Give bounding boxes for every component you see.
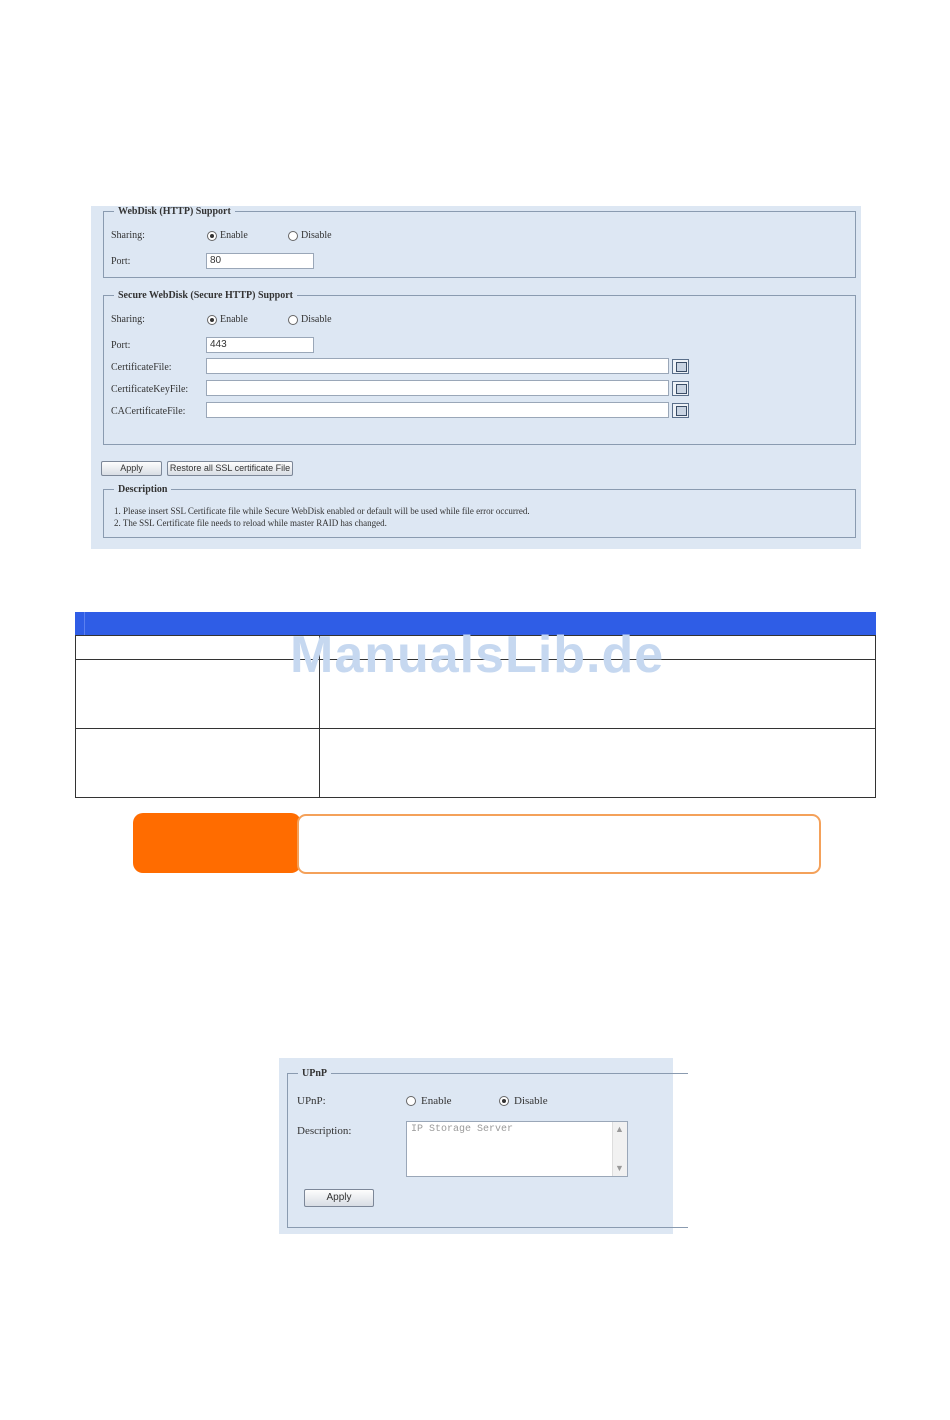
upnp-description-value: IP Storage Server (411, 1124, 514, 1135)
ca-certificate-file-label: CACertificateFile: (111, 406, 186, 417)
webdisk-description-legend: Description (118, 484, 168, 495)
webdisk-apply-button[interactable]: Apply (101, 461, 162, 476)
https-sharing-disable-radio[interactable] (288, 315, 298, 325)
http-sharing-disable-label: Disable (301, 230, 332, 241)
webdisk-http-legend: WebDisk (HTTP) Support (118, 206, 231, 217)
https-sharing-enable-radio[interactable] (207, 315, 217, 325)
certificate-file-input[interactable] (206, 358, 669, 374)
upnp-disable-radio[interactable] (499, 1096, 509, 1106)
certificate-file-label: CertificateFile: (111, 362, 172, 373)
watermark-text: ManualsLib.de (290, 626, 665, 684)
webdisk-settings-panel (91, 206, 861, 549)
upnp-description-label: Description: (297, 1125, 352, 1137)
description-line: 1. Please insert SSL Certificate file while Secure WebDisk enabled or default will be used while file error occurred. (114, 506, 530, 516)
note-label-tab (133, 813, 301, 873)
upnp-disable-label: Disable (514, 1095, 548, 1107)
https-sharing-enable-label: Enable (220, 314, 248, 325)
table-rule (75, 635, 76, 798)
upnp-description-textarea[interactable] (406, 1121, 628, 1177)
note-box (297, 814, 821, 874)
http-sharing-enable-label: Enable (220, 230, 248, 241)
certificate-key-file-label: CertificateKeyFile: (111, 384, 189, 395)
table-rule (75, 728, 876, 729)
upnp-enable-label: Enable (421, 1095, 452, 1107)
description-line: 2. The SSL Certificate file needs to reload while master RAID has changed. (114, 518, 387, 528)
scroll-up-icon[interactable]: ▲ (615, 1124, 624, 1134)
http-sharing-label: Sharing: (111, 230, 145, 241)
ca-certificate-file-browse-icon[interactable] (672, 403, 689, 418)
https-sharing-label: Sharing: (111, 314, 145, 325)
scroll-down-icon[interactable]: ▼ (615, 1163, 624, 1173)
http-sharing-disable-radio[interactable] (288, 231, 298, 241)
textarea-scrollbar[interactable] (612, 1122, 627, 1176)
restore-ssl-certificate-button[interactable]: Restore all SSL certificate File (167, 461, 293, 476)
https-sharing-disable-label: Disable (301, 314, 332, 325)
certificate-key-file-input[interactable] (206, 380, 669, 396)
upnp-legend: UPnP (302, 1068, 327, 1079)
certificate-key-file-browse-icon[interactable] (672, 381, 689, 396)
upnp-enable-radio[interactable] (406, 1096, 416, 1106)
upnp-apply-button[interactable]: Apply (304, 1189, 374, 1207)
https-port-label: Port: (111, 340, 131, 351)
https-port-input[interactable]: 443 (206, 337, 314, 353)
http-port-input[interactable]: 80 (206, 253, 314, 269)
webdisk-https-legend: Secure WebDisk (Secure HTTP) Support (118, 290, 294, 301)
table-rule (75, 797, 876, 798)
upnp-label: UPnP: (297, 1095, 326, 1107)
table-rule (875, 635, 876, 798)
certificate-file-browse-icon[interactable] (672, 359, 689, 374)
http-sharing-enable-radio[interactable] (207, 231, 217, 241)
upnp-settings-panel (279, 1058, 673, 1234)
ca-certificate-file-input[interactable] (206, 402, 669, 418)
http-port-label: Port: (111, 256, 131, 267)
